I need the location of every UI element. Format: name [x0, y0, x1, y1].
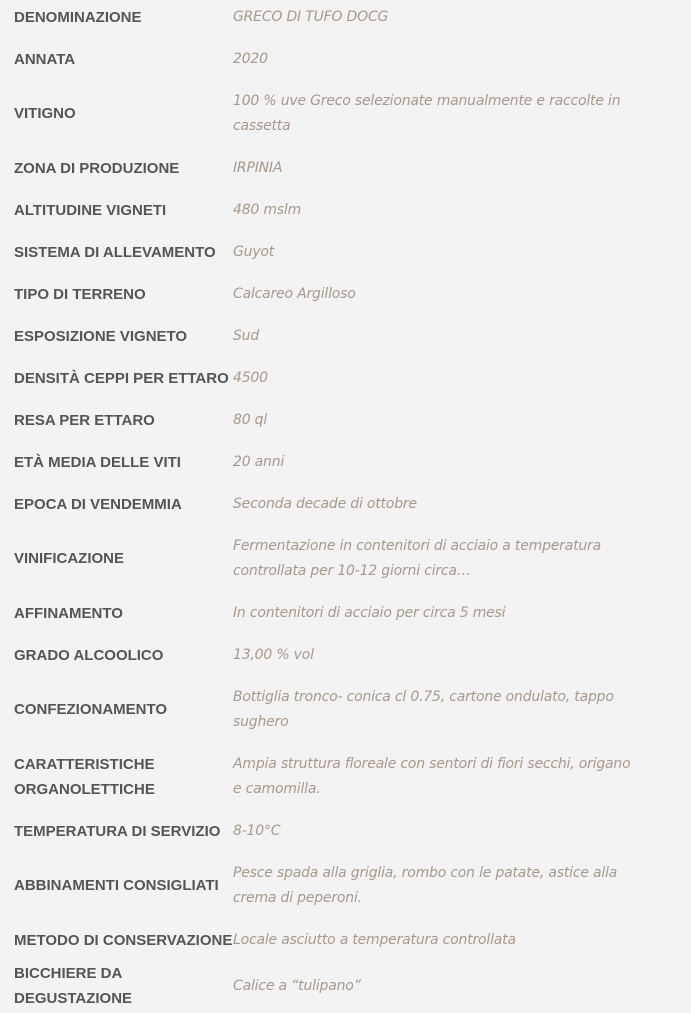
spec-label: AFFINAMENTO — [14, 604, 123, 622]
spec-label: GRADO ALCOOLICO — [14, 646, 164, 664]
spec-row-bicchiere-da-degustazione — [0, 961, 691, 1011]
spec-row-annata — [0, 38, 691, 80]
spec-label: DENSITÀ CEPPI PER ETTARO — [14, 369, 229, 387]
spec-label: BICCHIERE DA DEGUSTAZIONE — [14, 965, 133, 1007]
spec-label: TIPO DI TERRENO — [14, 285, 146, 303]
spec-label: RESA PER ETTARO — [14, 411, 155, 429]
spec-row-epoca-di-vendemmia — [0, 483, 691, 525]
spec-label: ETÀ MEDIA DELLE VITI — [14, 453, 181, 471]
spec-label: DENOMINAZIONE — [14, 8, 142, 26]
spec-label: VITIGNO — [14, 105, 76, 122]
spec-row-resa-per-ettaro — [0, 399, 691, 441]
spec-row-temperatura-di-servizio — [0, 810, 691, 852]
spec-value: 100 % uve Greco selezionate manualmente e raccolte in cassetta — [233, 92, 621, 134]
spec-row-affinamento — [0, 592, 691, 634]
spec-row-grado-alcoolico — [0, 634, 691, 676]
spec-row-tipo-di-terreno — [0, 273, 691, 315]
spec-value: Calice a “tulipano” — [233, 977, 361, 994]
spec-row-caratteristiche-organolettiche — [0, 743, 691, 810]
spec-row-sistema-di-allevamento — [0, 231, 691, 273]
spec-value: In contenitori di acciaio per circa 5 mesi — [233, 604, 506, 621]
spec-label: EPOCA DI VENDEMMIA — [14, 495, 182, 513]
spec-value: Locale asciutto a temperatura controllata — [233, 931, 516, 948]
spec-value: Fermentazione in contenitori di acciaio a temperatura controllata per 10-12 giorni circa… — [233, 537, 601, 579]
spec-row-abbinamenti-consigliati — [0, 852, 691, 919]
spec-label: CONFEZIONAMENTO — [14, 701, 168, 718]
spec-value: 20 anni — [233, 453, 285, 470]
spec-value: Ampia struttura floreale con sentori di fiori secchi, origano e camomilla. — [233, 755, 631, 797]
spec-label: CARATTERISTICHE ORGANOLETTICHE — [14, 755, 155, 798]
spec-label: METODO DI CONSERVAZIONE — [14, 931, 233, 949]
spec-value: 80 ql — [233, 411, 268, 428]
spec-label: ALTITUDINE VIGNETI — [14, 201, 167, 219]
spec-value: Guyot — [233, 243, 275, 260]
spec-label: VINIFICAZIONE — [14, 550, 125, 567]
spec-label: ANNATA — [14, 50, 76, 68]
spec-value: 4500 — [233, 369, 268, 386]
spec-row-altitudine-vigneti — [0, 189, 691, 231]
spec-row-denominazione — [0, 0, 691, 38]
spec-value: 13,00 % vol — [233, 646, 314, 663]
spec-label: ABBINAMENTI CONSIGLIATI — [14, 877, 219, 894]
spec-row-densita-ceppi — [0, 357, 691, 399]
spec-value: GRECO DI TUFO DOCG — [233, 8, 389, 25]
spec-label: SISTEMA DI ALLEVAMENTO — [14, 243, 216, 261]
spec-row-vinificazione — [0, 525, 691, 592]
spec-label: ESPOSIZIONE VIGNETO — [14, 327, 188, 345]
spec-label: TEMPERATURA DI SERVIZIO — [14, 822, 221, 840]
spec-row-metodo-di-conservazione — [0, 919, 691, 961]
spec-row-eta-media-viti — [0, 441, 691, 483]
spec-value: Calcareo Argilloso — [233, 285, 356, 302]
spec-label: ZONA DI PRODUZIONE — [14, 159, 180, 177]
spec-value: 480 mslm — [233, 201, 302, 218]
spec-row-esposizione-vigneto — [0, 315, 691, 357]
spec-value: Pesce spada alla griglia, rombo con le patate, astice alla crema di peperoni. — [233, 864, 618, 906]
spec-row-zona-di-produzione — [0, 147, 691, 189]
spec-value: Sud — [233, 327, 260, 344]
spec-value: 2020 — [233, 50, 268, 67]
spec-row-vitigno — [0, 80, 691, 147]
spec-value: 8-10°C — [233, 822, 281, 839]
spec-value: Bottiglia tronco- conica cl 0.75, cartone ondulato, tappo sughero — [233, 688, 614, 730]
spec-row-confezionamento — [0, 676, 691, 743]
spec-value: Seconda decade di ottobre — [233, 495, 417, 512]
spec-value: IRPINIA — [233, 159, 283, 176]
